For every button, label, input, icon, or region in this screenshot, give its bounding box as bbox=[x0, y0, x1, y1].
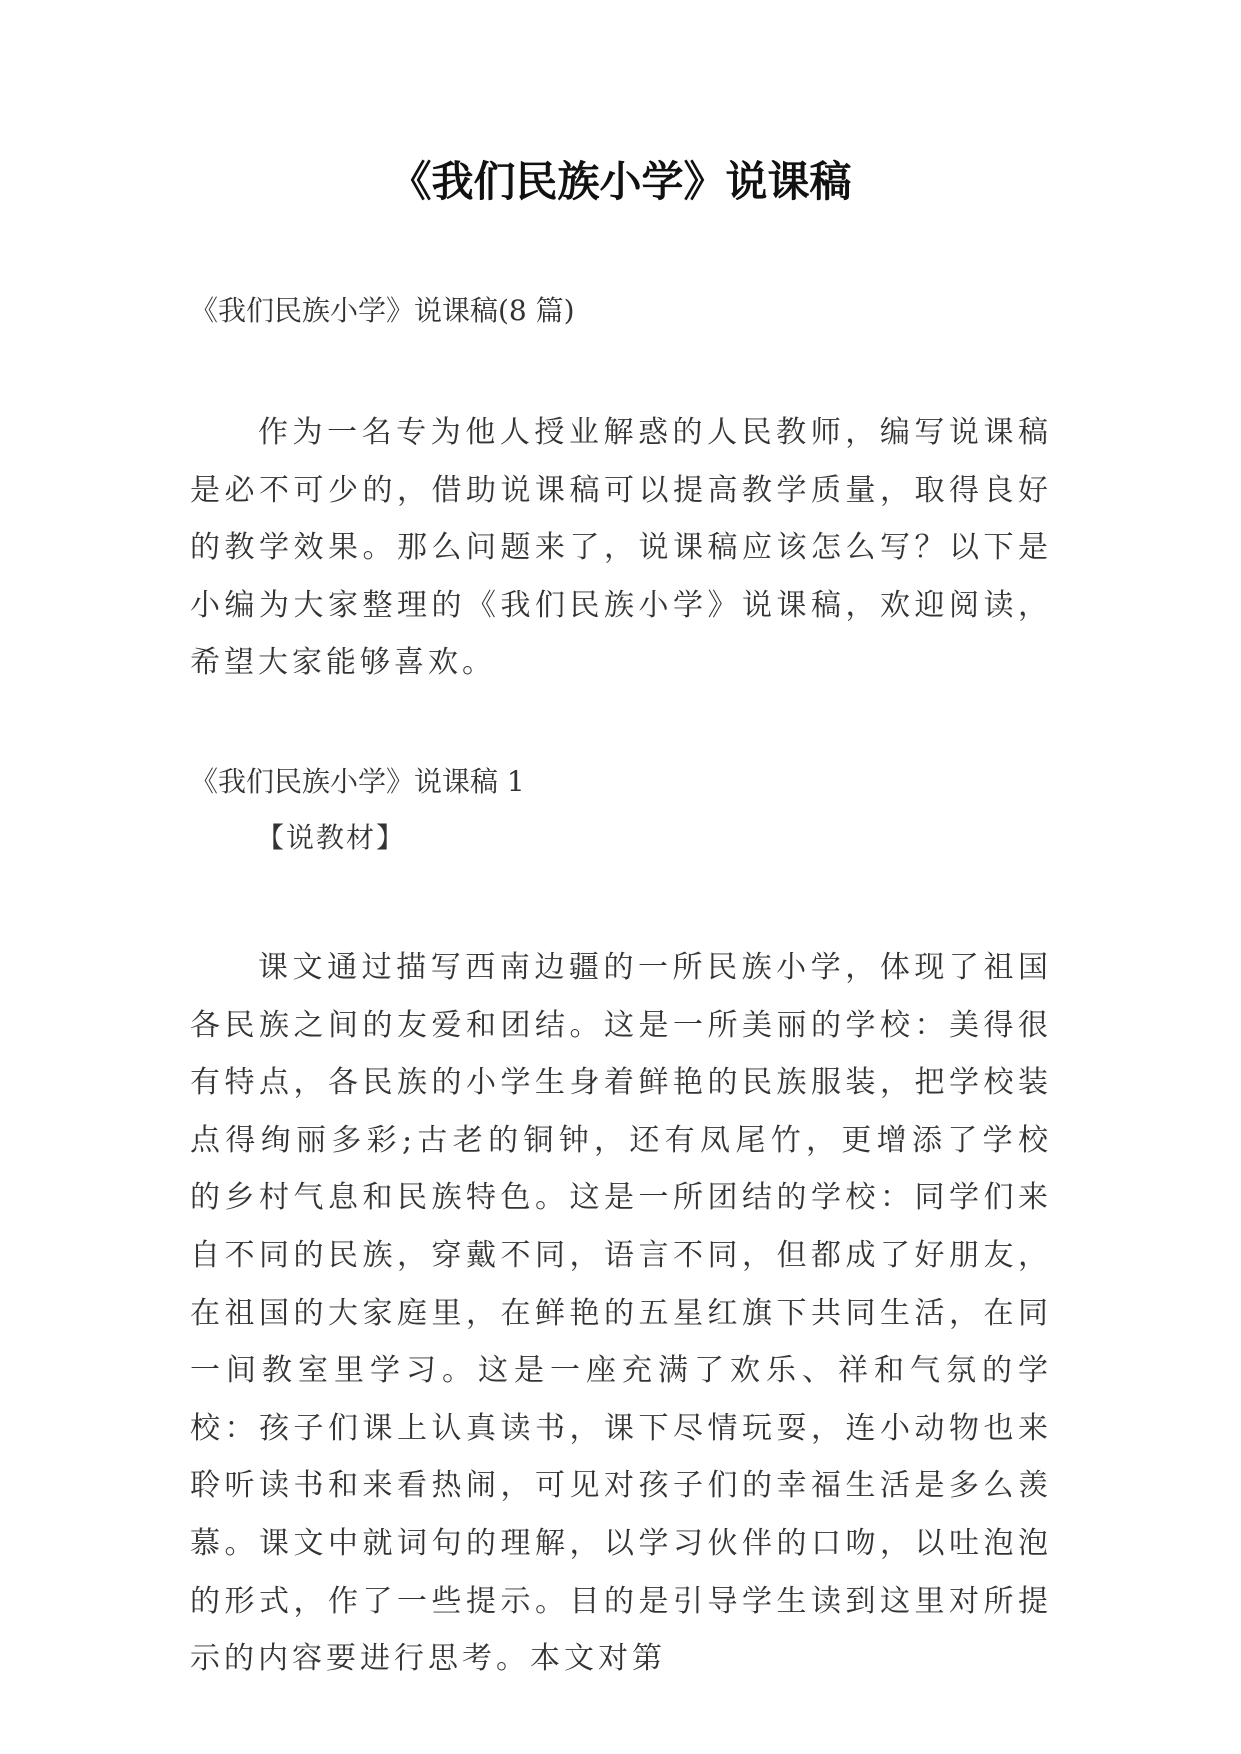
section-subheading: 【说教材】 bbox=[256, 821, 407, 854]
document-subtitle: 《我们民族小学》说课稿(8 篇) bbox=[190, 294, 575, 327]
intro-paragraph: 作为一名专为他人授业解惑的人民教师，编写说课稿是必不可少的，借助说课稿可以提高教学质量，取得良好的教学效果。那么问题来了，说课稿应该怎么写？以下是小编为大家整理的《我们民族小学》说课稿，欢迎阅读，希望大家能够喜欢。 bbox=[190, 415, 1052, 681]
section-body-paragraph: 课文通过描写西南边疆的一所民族小学，体现了祖国各民族之间的友爱和团结。这是一所美丽的学校：美得很有特点，各民族的小学生身着鲜艳的民族服装，把学校装点得绚丽多彩;古老的铜钟，还有凤尾竹，更增添了学校的乡村气息和民族特色。这是一所团结的学校：同学们来自不同的民族，穿戴不同，语言不同，但都成了好朋友，在祖国的大家庭里，在鲜艳的五星红旗下共同生活，在同一间教室里学习。这是一座充满了欢乐、祥和气氛的学校：孩子们课上认真读书，课下尽情玩耍，连小动物也来聆听读书和来看热闹，可见对孩子们的幸福生活是多么羡慕。课文中就词句的理解，以学习伙伴的口吻，以吐泡泡的形式，作了一些提示。目的是引导学生读到这里对所提示的内容要进行思考。本文对第 bbox=[190, 950, 1052, 1677]
section-heading: 《我们民族小学》说课稿 1 bbox=[190, 765, 525, 798]
document-title: 《我们民族小学》说课稿 bbox=[389, 157, 852, 206]
